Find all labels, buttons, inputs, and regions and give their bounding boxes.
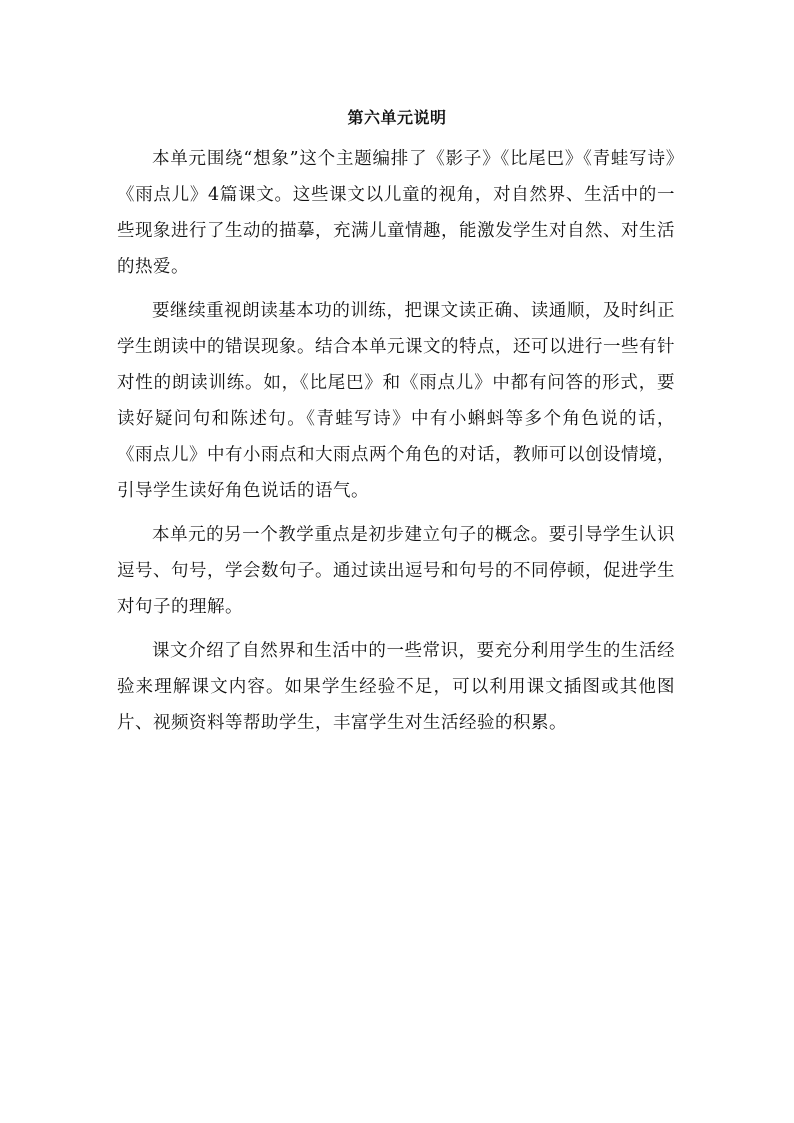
paragraph-3: 本单元的另一个教学重点是初步建立句子的概念。要引导学生认识逗号、句号，学会数句子。通过读出逗号和句号的不同停顿，促进学生对句子的理解。	[117, 525, 675, 617]
paragraph-1: 本单元围绕“想象”这个主题编排了《影子》《比尾巴》《青蛙写诗》《雨点儿》4篇课文。这些课文以儿童的视角，对自然界、生活中的一些现象进行了生动的描摹，充满儿童情趣，能激发学生对自然、对生活的热爱。	[117, 149, 675, 277]
document-body	[117, 141, 675, 741]
paragraph-2: 要继续重视朗读基本功的训练，把课文读正确、读通顺，及时纠正学生朗读中的错误现象。结合本单元课文的特点，还可以进行一些有针对性的朗读训练。如，《比尾巴》和《雨点儿》中都有问答的形式，要读好疑问句和陈述句。《青蛙写诗》中有小蝌蚪等多个角色说的话，《雨点儿》中有小雨点和大雨点两个角色的对话，教师可以创设情境，引导学生读好角色说话的语气。	[117, 301, 675, 501]
paragraph-4: 课文介绍了自然界和生活中的一些常识，要充分利用学生的生活经验来理解课文内容。如果学生经验不足，可以利用课文插图或其他图片、视频资料等帮助学生，丰富学生对生活经验的积累。	[117, 641, 675, 733]
page-title: 第六单元说明	[347, 108, 447, 127]
